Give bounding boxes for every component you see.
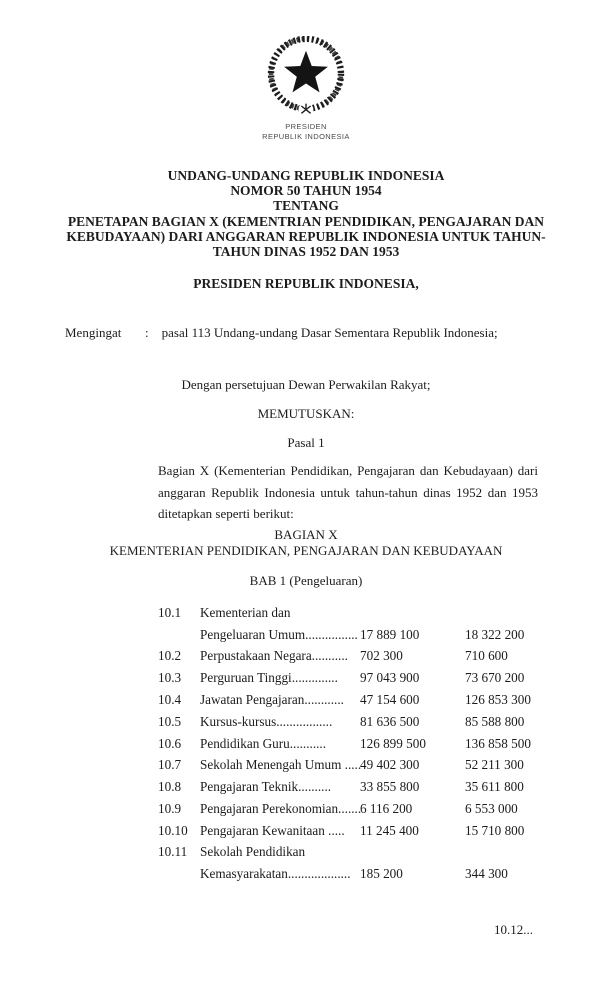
budget-item-description: Pengeluaran Umum................ bbox=[200, 626, 358, 642]
budget-amount-col2: 85 588 800 bbox=[465, 713, 525, 729]
budget-item-number: 10.1 bbox=[158, 604, 182, 620]
budget-item-description: Kemasyarakatan................... bbox=[200, 866, 351, 882]
budget-amount-col1: 185 200 bbox=[360, 866, 403, 882]
title-line: KEBUDAYAAN) DARI ANGGARAN REPUBLIK INDONESIA UNTUK TAHUN- bbox=[66, 228, 546, 244]
budget-amount-col2: 15 710 800 bbox=[465, 822, 525, 838]
table-row bbox=[158, 754, 612, 776]
table-row bbox=[158, 711, 612, 733]
budget-item-description: Perpustakaan Negara........... bbox=[200, 648, 348, 664]
title-line: PENETAPAN BAGIAN X (KEMENTRIAN PENDIDIKAN, PENGAJARAN DAN bbox=[67, 213, 545, 229]
page-continuation-marker: 10.12... bbox=[494, 922, 533, 938]
budget-item-number: 10.11 bbox=[158, 844, 188, 860]
table-row-continuation bbox=[158, 624, 612, 646]
budget-item-description: Pengajaran Teknik.......... bbox=[200, 779, 332, 795]
budget-amount-col2: 73 670 200 bbox=[465, 670, 525, 686]
budget-item-description: Kementerian dan bbox=[200, 604, 291, 620]
budget-amount-col1: 126 899 500 bbox=[360, 735, 426, 751]
chapter-heading: BAB 1 (Pengeluaran) bbox=[249, 572, 363, 588]
title-line: UNDANG-UNDANG REPUBLIK INDONESIA bbox=[167, 168, 445, 183]
seal-caption-line1: PRESIDEN bbox=[285, 122, 327, 131]
budget-amount-col1: 702 300 bbox=[360, 648, 403, 664]
budget-item-number: 10.3 bbox=[158, 670, 182, 686]
budget-item-number: 10.8 bbox=[158, 779, 182, 795]
budget-amount-col2: 126 853 300 bbox=[465, 691, 531, 707]
budget-amount-col2: 710 600 bbox=[465, 648, 508, 664]
budget-item-description: Sekolah Menengah Umum ..... bbox=[200, 757, 362, 773]
considerations-separator: : bbox=[145, 325, 149, 341]
title-line: NOMOR 50 TAHUN 1954 bbox=[230, 183, 382, 199]
section-heading bbox=[0, 527, 612, 560]
budget-amount-col2: 136 858 500 bbox=[465, 735, 531, 751]
letterhead bbox=[0, 36, 612, 142]
budget-amount-col1: 81 636 500 bbox=[360, 713, 420, 729]
title-line: TENTANG bbox=[273, 198, 339, 214]
section-heading-line1: BAGIAN X bbox=[274, 526, 338, 542]
budget-table bbox=[158, 602, 612, 885]
budget-item-number: 10.9 bbox=[158, 800, 182, 816]
budget-amount-col2: 6 553 000 bbox=[465, 800, 518, 816]
budget-amount-col1: 47 154 600 bbox=[360, 691, 420, 707]
budget-item-description: Pendidikan Guru........... bbox=[200, 735, 327, 751]
budget-amount-col2: 35 611 800 bbox=[465, 779, 524, 795]
budget-item-description: Kursus-kursus................. bbox=[200, 713, 333, 729]
budget-amount-col1: 49 402 300 bbox=[360, 757, 420, 773]
table-row bbox=[158, 798, 612, 820]
budget-item-number: 10.5 bbox=[158, 713, 182, 729]
budget-item-number: 10.2 bbox=[158, 648, 182, 664]
decision-line: MEMUTUSKAN: bbox=[257, 406, 355, 422]
table-row bbox=[158, 820, 612, 842]
budget-amount-col2: 52 211 300 bbox=[465, 757, 524, 773]
document-title bbox=[0, 168, 612, 259]
table-row bbox=[158, 841, 612, 863]
budget-item-number: 10.6 bbox=[158, 735, 182, 751]
considerations-clause bbox=[0, 325, 612, 340]
considerations-text: pasal 113 Undang-undang Dasar Sementara Republik Indonesia; bbox=[161, 325, 498, 341]
budget-amount-col2: 344 300 bbox=[465, 866, 508, 882]
budget-amount-col1: 33 855 800 bbox=[360, 779, 420, 795]
table-row bbox=[158, 776, 612, 798]
article-heading: Pasal 1 bbox=[287, 435, 325, 451]
budget-amount-col1: 11 245 400 bbox=[360, 822, 419, 838]
budget-item-number: 10.10 bbox=[158, 822, 188, 838]
budget-item-number-spacer bbox=[158, 863, 200, 885]
article-body: Bagian X (Kementerian Pendidikan, Pengajaran dan Kebudayaan) dari anggaran Republik Indonesia untuk tahun-tahun dinas 1952 dan 1953 ditetapkan seperti berikut: bbox=[158, 463, 538, 522]
seal-caption-line2: REPUBLIK INDONESIA bbox=[262, 132, 350, 141]
table-row bbox=[158, 689, 612, 711]
table-row bbox=[158, 667, 612, 689]
presidential-seal-icon bbox=[260, 36, 352, 118]
considerations-label: Mengingat bbox=[65, 325, 122, 341]
section-heading-line2: KEMENTERIAN PENDIDIKAN, PENGAJARAN DAN KEBUDAYAAN bbox=[109, 543, 503, 559]
table-row-continuation bbox=[158, 863, 612, 885]
table-row bbox=[158, 733, 612, 755]
agreement-line: Dengan persetujuan Dewan Perwakilan Rakyat; bbox=[181, 377, 431, 393]
budget-item-description: Jawatan Pengajaran............ bbox=[200, 691, 344, 707]
budget-amount-col2: 18 322 200 bbox=[465, 626, 525, 642]
table-row bbox=[158, 602, 612, 624]
budget-amount-col1: 97 043 900 bbox=[360, 670, 420, 686]
issuer-heading: PRESIDEN REPUBLIK INDONESIA, bbox=[193, 276, 419, 292]
budget-item-description: Sekolah Pendidikan bbox=[200, 844, 306, 860]
budget-item-description: Perguruan Tinggi.............. bbox=[200, 670, 338, 686]
table-row bbox=[158, 645, 612, 667]
budget-amount-col1: 17 889 100 bbox=[360, 626, 420, 642]
budget-item-number: 10.7 bbox=[158, 757, 182, 773]
budget-amount-col1: 6 116 200 bbox=[360, 800, 413, 816]
budget-item-description: Pengajaran Kewanitaan ..... bbox=[200, 822, 345, 838]
budget-item-description: Pengajaran Perekonomian....... bbox=[200, 800, 362, 816]
title-line: TAHUN DINAS 1952 DAN 1953 bbox=[212, 244, 400, 260]
budget-item-number: 10.4 bbox=[158, 691, 182, 707]
budget-item-number-spacer bbox=[158, 624, 200, 646]
